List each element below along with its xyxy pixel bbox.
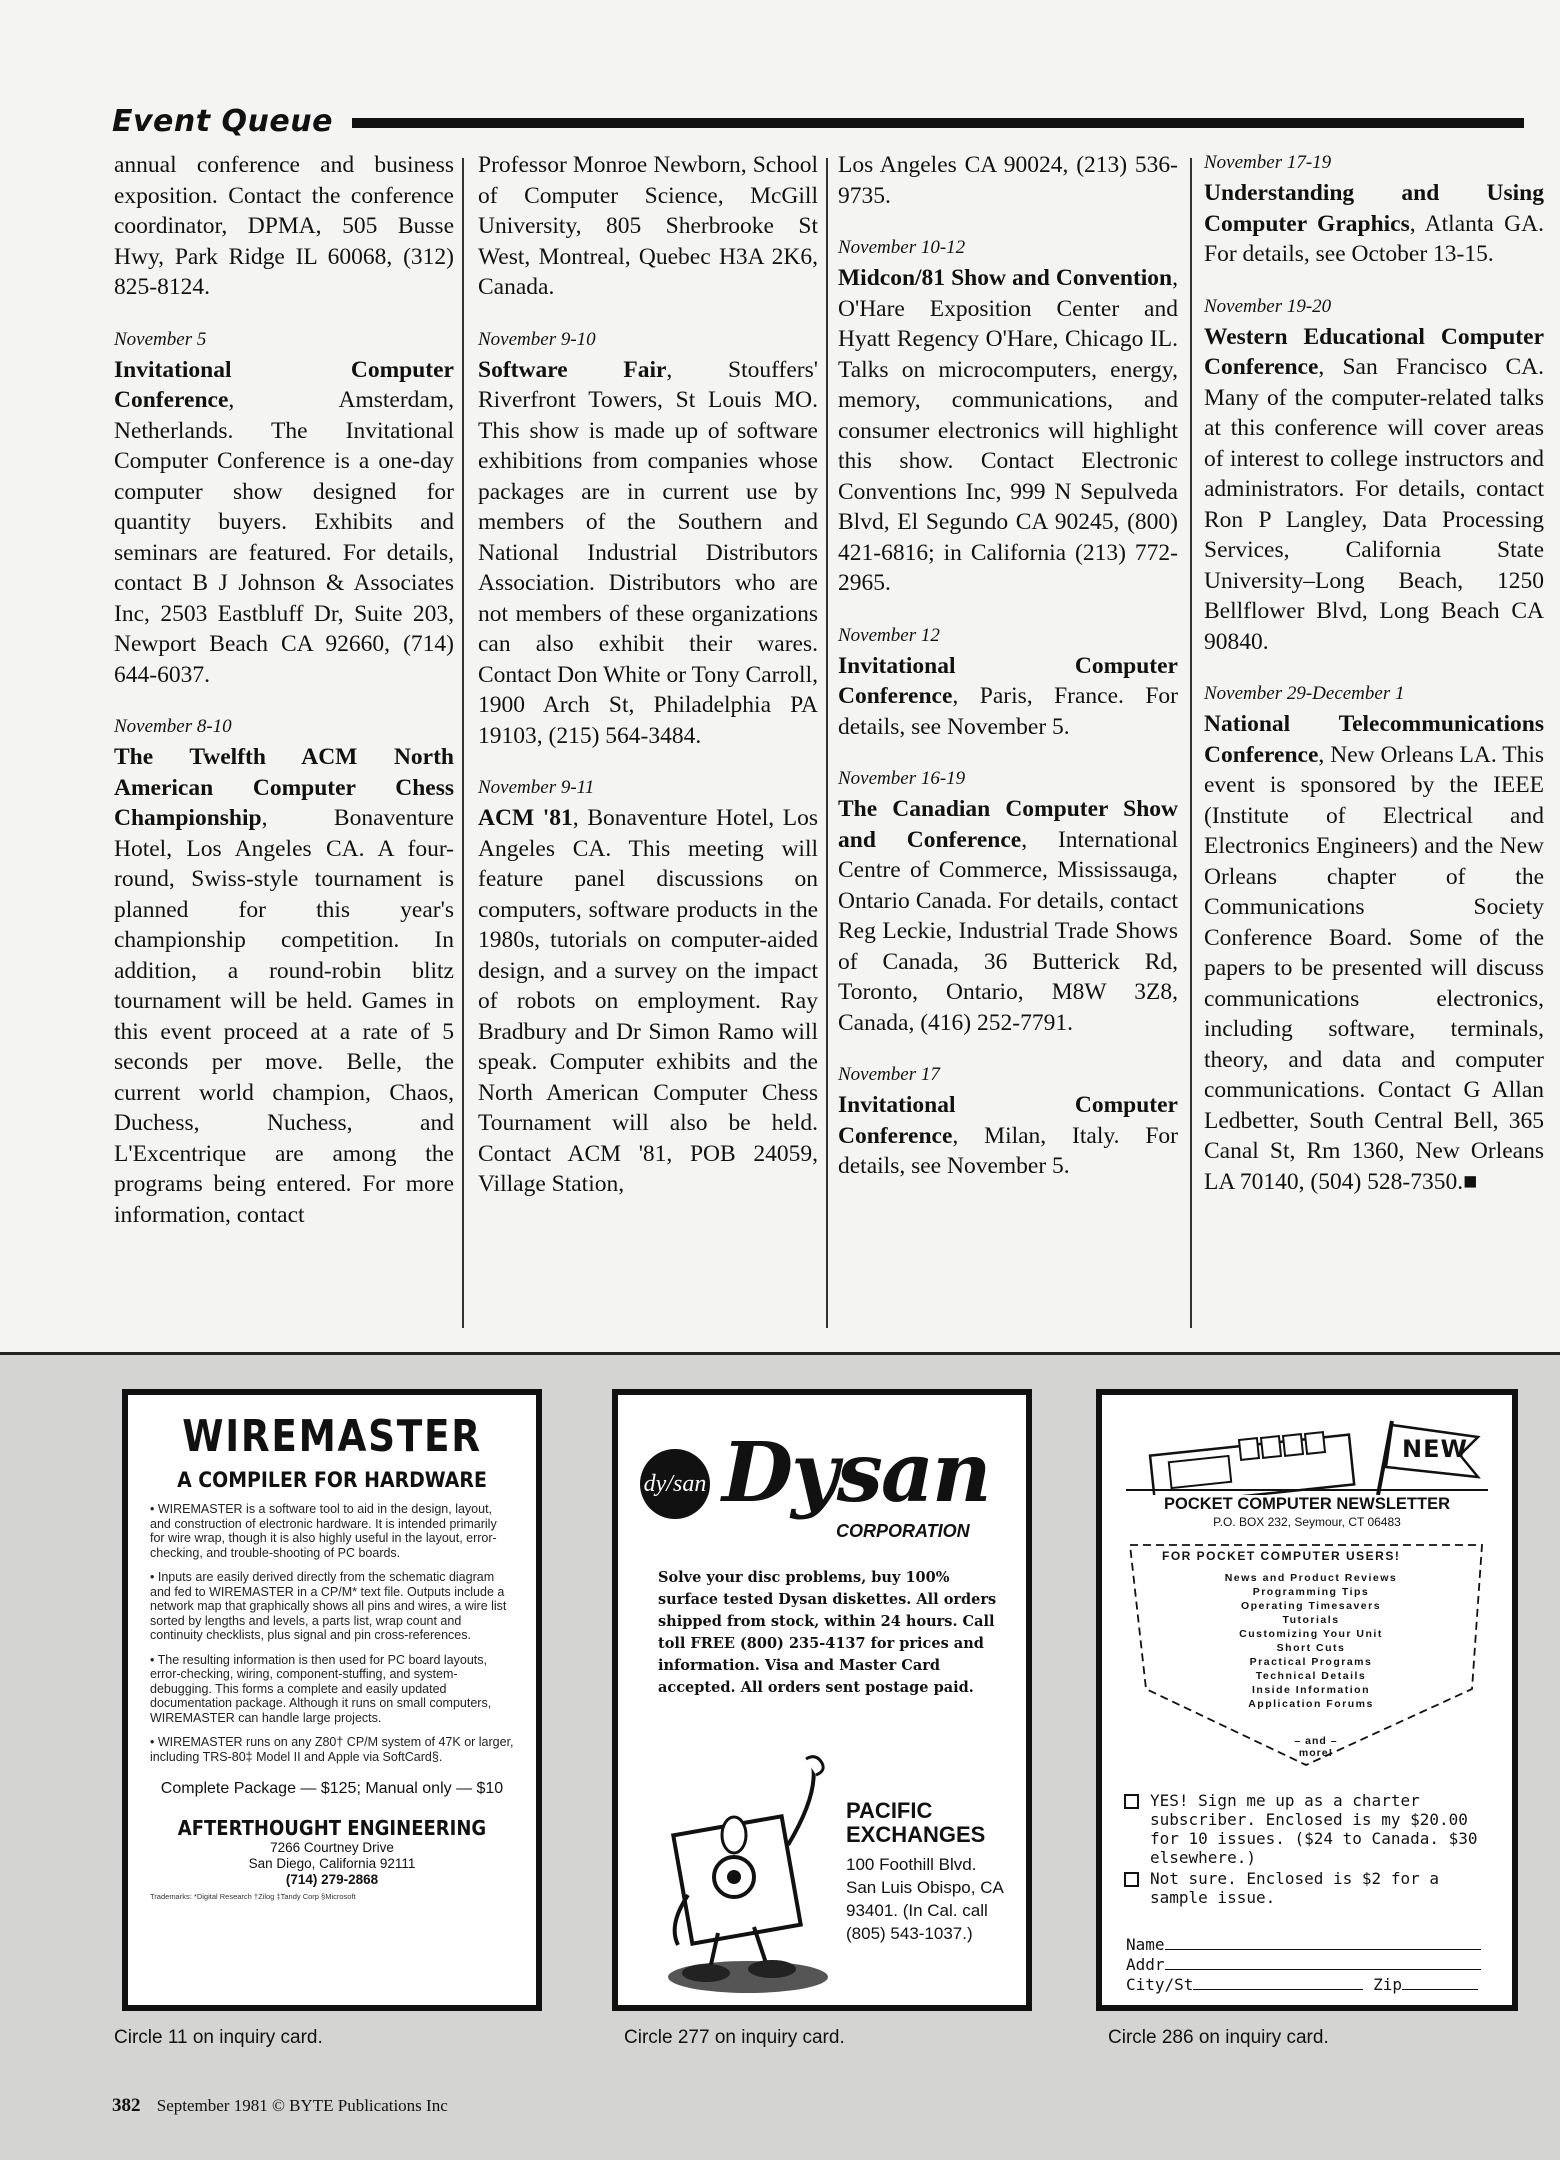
feature-item: Customizing Your Unit [1239,1628,1383,1640]
event-date: November 19-20 [1204,295,1332,317]
publication-credit: September 1981 © BYTE Publications Inc [156,2096,448,2115]
and-more-line: more! [1298,1747,1334,1759]
event-entry [114,150,454,303]
event-body: , Atlanta GA. For details, see October 13-15. [1204,210,1544,267]
page-number: 382 [112,2095,141,2116]
ad-price: Complete Package — $125; Manual only — $10 [160,1780,504,1797]
feature-item: Programming Tips [1252,1586,1370,1598]
banner-feature-list [1176,1571,1446,1711]
checkbox-not-sure[interactable] [1124,1872,1139,1887]
event-columns [112,150,1544,1330]
event-entry [838,150,1178,211]
vendor-name-line: EXCHANGES [846,1822,986,1847]
event-body: Los Angeles CA 90024, (213) 536-9735. [838,152,1178,209]
event-date: November 9-11 [478,777,595,798]
zip-field[interactable] [1402,1976,1478,1990]
event-title: The Twelfth ACM North American Computer Chess Championship [114,744,454,831]
ad-trademarks: Trademarks: *Digital Research †Zilog ‡Tandy Corp §Microsoft [150,1892,356,1901]
event-entry [1204,150,1544,270]
event-entry [838,623,1178,743]
event-body: , Stouffers' Riverfront Towers, St Louis MO. This show is made up of software exhibitions from companies whose packages are in current use by members of the Southern and National Industrial Distributors Association. Distributors who are not members of these organizations can also exhibit their wares. Contact Don White or Tony Carroll, 1900 Arch St, Philadelphia PA 19103, (215) 564-3484. [478,356,818,749]
event-title: Invitational Computer Conference [114,356,454,413]
ad-company: AFTERTHOUGHT ENGINEERING [177,1816,487,1840]
event-entry [478,150,818,303]
pocket-computer-newsletter-ad [1096,1389,1518,2011]
city-label: City/St [1126,1975,1194,1994]
event-body: Professor Monroe Newborn, School of Computer Science, McGill University, 805 Sherbrooke St West, Montreal, Quebec H3A 2K6, Canada. [478,152,818,300]
event-body: , Bonaventure Hotel, Los Angeles CA. A four-round, Swiss-style tournament is planned for this year's championship competition. In addition, a round-robin blitz tournament will be held. Games in this event proceed at a rate of 5 seconds per move. Belle, the current world champion, Chaos, Duchess, Nuchess, and L'Excentrique are among the programs being entered. For more information, contact [114,805,454,1228]
header-rule [352,118,1524,128]
dysan-corporation: CORPORATION [836,1521,970,1541]
event-title: Midcon/81 Show and Convention [838,265,1173,291]
option-not-sure-label: Not sure. Enclosed is $2 for a sample issue. [1150,1869,1439,1907]
addr-row [1126,1955,1496,1975]
dysan-wordmark: Dysan [722,1425,990,1521]
city-field[interactable] [1193,1976,1363,1990]
vendor-name [846,1799,985,1847]
event-entry [1204,294,1544,658]
feature-item: Short Cuts [1276,1642,1346,1654]
banner-heading: FOR POCKET COMPUTER USERS! [1162,1549,1401,1563]
feature-item: Practical Programs [1249,1656,1373,1668]
checkbox-yes[interactable] [1124,1794,1139,1809]
feature-item: News and Product Reviews [1224,1572,1398,1584]
addr-label: Addr [1126,1955,1165,1974]
event-title: ACM '81 [478,805,573,831]
and-more-line: – and – [1294,1735,1338,1747]
event-entry [838,766,1178,1038]
newsletter-address: P.O. BOX 232, Seymour, CT 06483 [1213,1515,1401,1529]
inquiry-note: Circle 11 on inquiry card. [114,2027,323,2048]
column-1 [114,150,454,1230]
addr-field[interactable] [1165,1956,1481,1970]
city-row [1126,1975,1496,1995]
subscription-form [1126,1935,1496,1995]
column-2 [478,150,818,1200]
ad-address-line: San Diego, California 92111 [248,1856,416,1871]
event-entry [1204,681,1544,1197]
vendor-address [846,1853,1004,1945]
dysan-copy: Solve your disc problems, buy 100% surface tested Dysan diskettes. All orders shipped from stock, within 24 hours. Call toll FREE (800) 235-4137 for prices and information. Visa and Master Card accepted. All orders sent postage paid. [658,1569,997,1696]
event-title: Understanding and Using Computer Graphics [1204,180,1544,237]
event-body: , Milan, Italy. For details, see November 5. [838,1122,1178,1179]
name-label: Name [1126,1935,1165,1954]
vendor-address-line: 93401. (In Cal. call [846,1901,988,1920]
vendor-address-line: 100 Foothill Blvd. [846,1855,977,1874]
event-entry [114,714,454,1230]
option-yes-label: YES! Sign me up as a charter subscriber. Enclosed is my $20.00 for 10 issues. ($24 to Canada. $30 elsewhere.) [1150,1791,1478,1867]
inquiry-note: Circle 277 on inquiry card. [624,2027,845,2048]
name-row [1126,1935,1496,1955]
event-body: , O'Hare Exposition Center and Hyatt Regency O'Hare, Chicago IL. Talks on microcomputers, energy, memory, communications, and consumer electronics will highlight this show. Contact Electronic Conventions Inc, 999 N Sepulveda Blvd, El Segundo CA 90245, (800) 421-6816; in California (213) 772-2965. [838,265,1178,596]
event-entry [838,1062,1178,1182]
ad-subtitle: A COMPILER FOR HARDWARE [177,1468,487,1492]
feature-item: Operating Timesavers [1240,1600,1382,1612]
ad-title: WIREMASTER [182,1411,482,1462]
event-date: November 16-19 [838,768,966,789]
newsletter-title: POCKET COMPUTER NEWSLETTER [1126,1489,1488,1514]
inquiry-note: Circle 286 on inquiry card. [1108,2027,1329,2048]
event-date: November 29-December 1 [1204,683,1405,704]
feature-item: Tutorials [1282,1614,1340,1626]
ad-phone: (714) 279-2868 [285,1872,379,1887]
event-body: , International Centre of Commerce, Mississauga, Ontario Canada. For details, contact Reg Leckie, Industrial Trade Shows of Canada, 36 Butterick Rd, Toronto, Ontario, M8W 3Z8, Canada, (416) 252-7791. [838,826,1178,1036]
new-flag-label: NEW [1402,1435,1468,1463]
event-date: November 17 [838,1064,940,1085]
vendor-address-line: (805) 543-1037.) [846,1924,973,1943]
dysan-ad [612,1389,1032,2011]
column-divider [826,158,828,1328]
section-title: Event Queue [112,104,343,139]
vendor-name-line: PACIFIC [846,1798,933,1823]
ad-bullet: • Inputs are easily derived directly from the schematic diagram and fed to WIREMASTER in a CP/M* text file. Outputs include a network map that graphically shows all pins and wires, a wire list sorted by lengths and levels, a parts list, wrap count and continuity checklists, plus signal and pin cross-references. [150,1570,507,1642]
event-title: Western Educational Computer Conference [1204,323,1544,380]
event-entry [838,235,1178,599]
event-date: November 12 [838,624,940,646]
column-divider [462,158,464,1328]
name-field[interactable] [1165,1936,1481,1950]
event-title: The Canadian Computer Show and Conference [838,796,1178,853]
event-entry [114,327,454,691]
event-date: November 9-10 [478,328,596,350]
ad-bullet: • WIREMASTER is a software tool to aid in the design, layout, and construction of electronic hardware. It is intended primarily for wire wrap, though it is also highly useful in the layout, error-checking, and trouble-shooting of PC boards. [150,1502,497,1560]
event-body: , Amsterdam, Netherlands. The Invitational Computer Conference is a one-day computer show designed for quantity buyers. Exhibits and seminars are featured. For details, contact B J Johnson & Associates Inc, 2503 Eastbluff Dr, Suite 203, Newport Beach CA 92660, (714) 644-6037. [114,387,454,688]
dysan-badge: dy/san [640,1449,710,1519]
event-date: November 17-19 [1204,152,1332,173]
feature-item: Application Forums [1248,1698,1374,1710]
event-date: November 8-10 [114,716,232,737]
event-title: Software Fair [478,356,667,383]
advertisement-area [0,1352,1560,2160]
option-yes[interactable] [1124,1791,1484,1867]
vendor-address-line: San Luis Obispo, CA [846,1878,1004,1897]
diskette-mascot-illustration [648,1755,848,1995]
event-body: annual conference and business exposition. Contact the conference coordinator, DPMA, 505 Busse Hwy, Park Ridge IL 60068, (312) 825-8124. [114,152,454,300]
event-entry [478,327,818,752]
zip-label: Zip [1373,1975,1402,1994]
event-title: Invitational Computer Conference [838,652,1178,709]
wiremaster-ad [122,1389,542,2011]
event-body: , Bonaventure Hotel, Los Angeles CA. This meeting will feature panel discussions on computers, software products in the 1980s, tutorials on computer-aided design, and a survey on the impact of robots on employment. Ray Bradbury and Dr Simon Ramo will speak. Computer exhibits and the North American Computer Chess Tournament will also be held. Contact ACM '81, POB 24059, Village Station, [478,805,818,1197]
column-4 [1204,150,1544,1197]
event-body: , San Francisco CA. Many of the computer-related talks at this conference will cover areas of interest to college instructors and administrators. For details, contact Ron P Langley, Data Processing Services, California State University–Long Beach, 1250 Bellflower Blvd, Long Beach CA 90840. [1204,354,1544,655]
event-body: , New Orleans LA. This event is sponsored by the IEEE (Institute of Electrical and Electronics Engineers) and the New Orleans chapter of the Communications Society Conference Board. Some of the papers to be presented will discuss communications electronics, including software, terminals, theory, and data and computer communications. Contact G Allan Ledbetter, South Central Bell, 365 Canal St, Rm 1360, New Orleans LA 70140, (504) 528-7350.■ [1204,741,1544,1195]
and-more [1276,1735,1356,1759]
event-date: November 10-12 [838,237,966,258]
page-footer [112,2095,448,2117]
option-not-sure[interactable] [1124,1869,1484,1907]
dysan-logo [640,1425,1010,1545]
ad-bullet: • The resulting information is then used for PC board layouts, error-checking, wiring, component-stuffing, and system-debugging. This forms a complete and easily updated documentation package. Although it runs on small computers, WIREMASTER can handle large projects. [150,1652,492,1725]
event-entry [478,775,818,1200]
event-title: National Telecommunications Conference [1204,711,1544,768]
section-header [112,104,1524,144]
column-3 [838,150,1178,1182]
feature-item: Inside Information [1251,1684,1370,1696]
ad-address-line: 7266 Courtney Drive [270,1840,394,1855]
feature-item: Technical Details [1255,1670,1367,1682]
event-date: November 5 [114,328,207,350]
event-body: , Paris, France. For details, see November 5. [838,683,1178,740]
ad-bullet: • WIREMASTER runs on any Z80† CP/M system of 47K or larger, including TRS-80‡ Model II and Apple via SoftCard§. [150,1735,514,1764]
column-divider [1190,158,1192,1328]
event-title: Invitational Computer Conference [838,1092,1178,1149]
